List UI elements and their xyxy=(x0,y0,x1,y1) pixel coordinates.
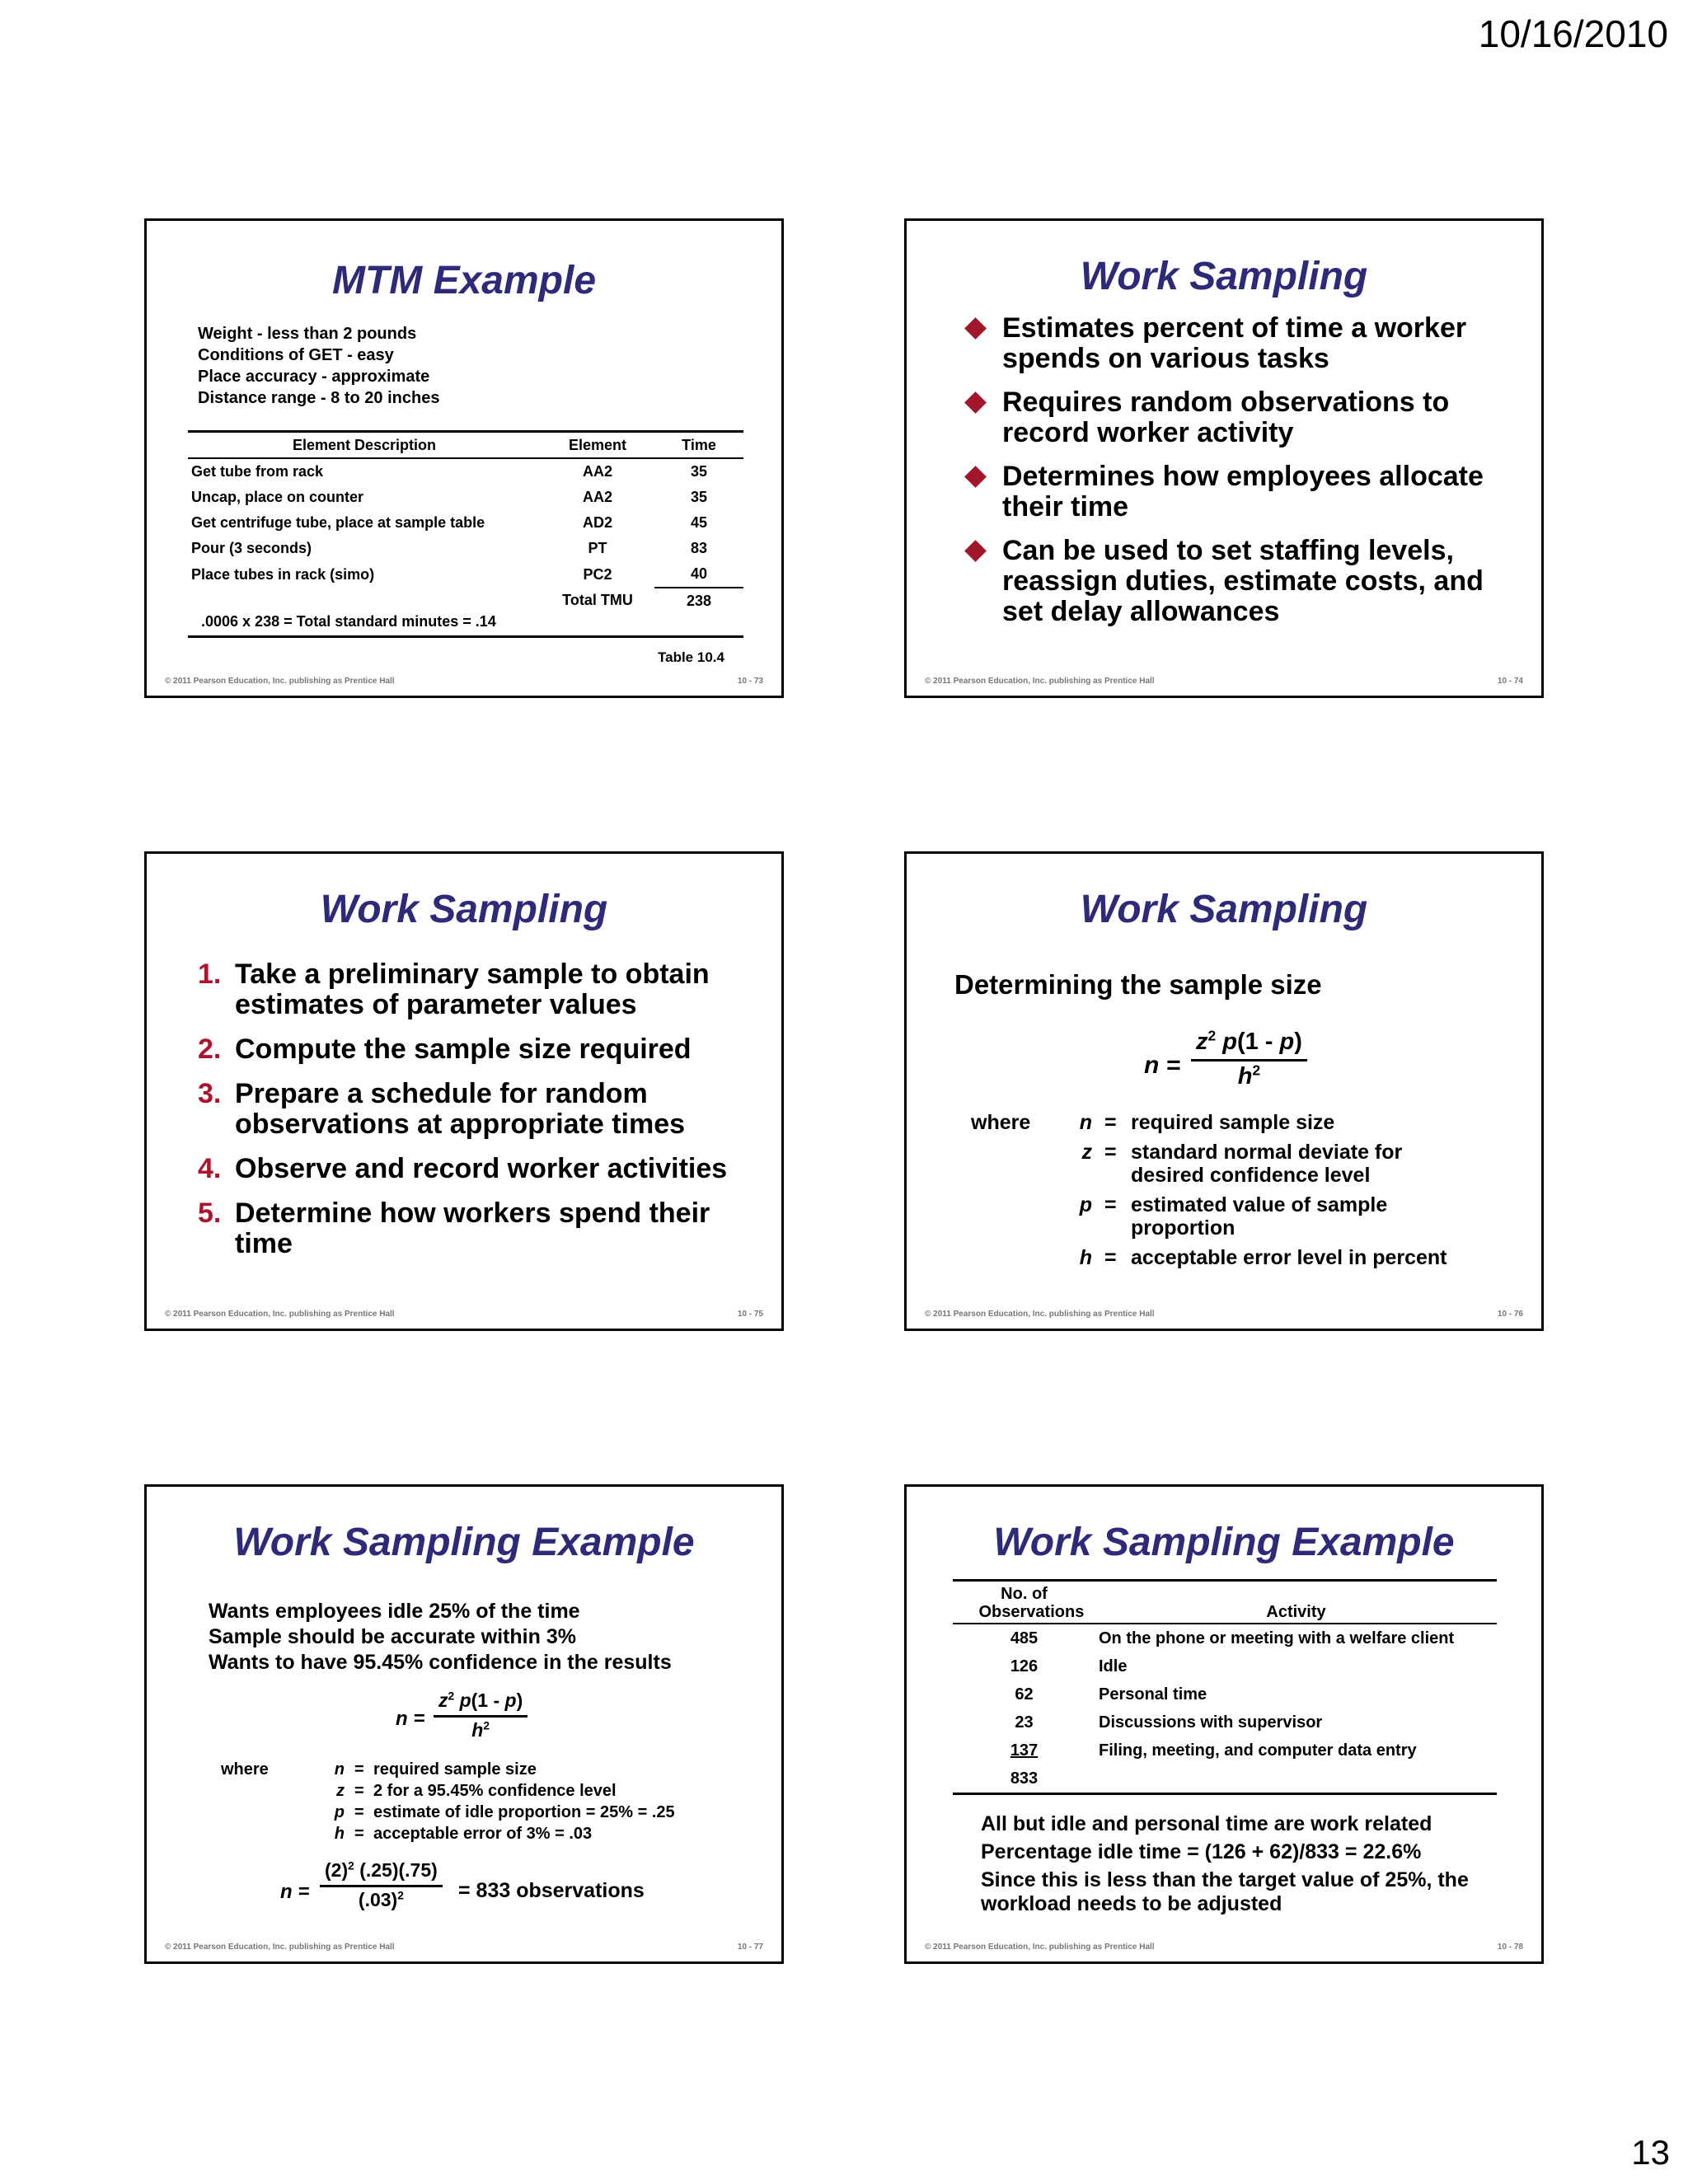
observations-table xyxy=(953,1579,1497,1795)
bullet-item: Requires random observations to record worker activity xyxy=(964,387,1525,448)
slide-page: 10 - 75 xyxy=(737,1310,763,1319)
cell: Pour (3 seconds) xyxy=(191,540,312,556)
total-value: 238 xyxy=(654,588,743,613)
slide-footer xyxy=(925,677,1523,686)
slide-footer xyxy=(165,1943,763,1952)
standard-minutes: .0006 x 238 = Total standard minutes = .14 xyxy=(201,613,496,630)
cell: 485 xyxy=(1010,1629,1039,1647)
cell: On the phone or meeting with a welfare client xyxy=(1099,1629,1455,1647)
slide-subtitle: Determining the sample size xyxy=(954,969,1322,1000)
column-header: Element Description xyxy=(188,432,541,459)
table-row xyxy=(953,1652,1497,1680)
slide-footer xyxy=(925,1310,1523,1319)
conclusions xyxy=(981,1810,1475,1916)
intro-line: Sample should be accurate within 3% xyxy=(209,1625,576,1648)
cell: Filing, meeting, and computer data entry xyxy=(1099,1741,1417,1760)
table-row xyxy=(188,458,743,485)
table-row xyxy=(188,510,743,536)
list-item: 5. Determine how workers spend their time xyxy=(198,1197,710,1259)
slide-title: MTM Example xyxy=(331,259,597,302)
table-caption: Table 10.4 xyxy=(658,649,724,665)
table-row xyxy=(188,561,743,588)
calc-result: = 833 observations xyxy=(458,1879,645,1902)
slide-title: Work Sampling Example xyxy=(993,1521,1455,1564)
example-intro xyxy=(209,1599,672,1675)
slide-page: 10 - 76 xyxy=(1497,1310,1523,1319)
cell: Uncap, place on counter xyxy=(191,489,364,505)
list-item: 4. Observe and record worker activities xyxy=(198,1153,728,1184)
diamond-bullet-icon xyxy=(964,391,987,414)
slide-page: 10 - 78 xyxy=(1497,1943,1523,1952)
conclusion-line: All but idle and personal time are work related xyxy=(981,1812,1432,1835)
cell xyxy=(1095,1765,1497,1794)
cell: PC2 xyxy=(583,565,612,583)
column-header: Time xyxy=(654,432,743,459)
cell: 40 xyxy=(690,565,708,582)
slide-work-sampling-example-1: Work Sampling Example Wants employees idle 25% of the time Sample should be accurate within 3% Wants to have 95.45% confidence in the results n = $\frac{z^2 p(1 - p)}{h^2}$ where n = required sample size z = 2 for a 95.45% confidence level p = estimate of idle proportion = 25% = .25 h = acceptable error of 3% = .03 n = $\frac{(2)^2 (.25)(.75)}{(.03)^2}$ = 833 observations © 2011 Pearson Education, Inc. publishing as Prentice Hall 10 - 77 xyxy=(144,1484,784,1964)
page-number: 13 xyxy=(1631,2133,1670,2172)
diamond-bullet-icon xyxy=(964,317,987,340)
slide-footer xyxy=(165,677,763,686)
list-item: 2. Compute the sample size required xyxy=(198,1033,692,1065)
table-row xyxy=(188,536,743,561)
column-header: Activity xyxy=(1095,1581,1497,1624)
cell: Place tubes in rack (simo) xyxy=(191,565,375,583)
condition-line: Place accuracy - approximate xyxy=(198,368,430,386)
cell: AA2 xyxy=(582,489,612,505)
table-row xyxy=(953,1680,1497,1708)
sample-size-formula: $\frac{z^2 p(1 - p)}{h^2}$ xyxy=(434,1690,528,1741)
slide-page: 10 - 74 xyxy=(1497,677,1523,686)
condition-line: Conditions of GET - easy xyxy=(198,346,394,364)
intro-line: Wants to have 95.45% confidence in the results xyxy=(209,1651,672,1674)
slide-work-sampling-example-2 xyxy=(904,1484,1544,1964)
where-label: where xyxy=(971,1111,1031,1134)
where-label: where xyxy=(221,1760,269,1779)
sample-size-formula: $\frac{z^2 p(1 - p)}{h^2}$ xyxy=(1191,1029,1307,1090)
slide-sample-size: Work Sampling Determining the sample size n = $\frac{z^2 p(1 - p)}{h^2}$ where n = required sample size z = standard normal deviate for desired confidence level p = estimated value of sample proportion h = acceptable error level in percent © 2011 Pearson Education, Inc. publishing as Prentice Hall 10 - 76 xyxy=(904,851,1544,1331)
slide-title: Work Sampling xyxy=(1080,255,1368,298)
calc-lhs: n = xyxy=(280,1881,310,1903)
cell: AA2 xyxy=(582,463,612,480)
diamond-bullet-icon xyxy=(964,466,987,488)
table-bottom-rule xyxy=(188,635,743,638)
cell: 35 xyxy=(690,489,708,505)
slide-footer xyxy=(165,1310,763,1319)
condition-line: Weight - less than 2 pounds xyxy=(198,325,417,343)
slide-work-sampling-steps xyxy=(144,851,784,1331)
cell: Get centrifuge tube, place at sample table xyxy=(191,514,485,531)
cell: 833 xyxy=(953,1765,1095,1794)
slide-page: 10 - 77 xyxy=(737,1943,763,1952)
mtm-table xyxy=(188,430,743,613)
page-date: 10/16/2010 xyxy=(1478,12,1668,55)
table-row xyxy=(953,1708,1497,1736)
cell: Discussions with supervisor xyxy=(1099,1713,1323,1732)
formula-lhs: n = xyxy=(1144,1052,1181,1079)
cell: Personal time xyxy=(1099,1685,1207,1704)
formula-lhs: n = xyxy=(396,1708,425,1730)
conditions-list xyxy=(198,323,439,409)
numbered-list xyxy=(198,959,767,1273)
conclusion-line: Percentage idle time = (126 + 62)/833 = 22.6% xyxy=(981,1840,1422,1863)
list-item: 1. Take a preliminary sample to obtain estimates of parameter values xyxy=(198,958,710,1020)
sample-size-calculation: $\frac{(2)^2 (.25)(.75)}{(.03)^2}$ xyxy=(320,1859,443,1911)
copyright: © 2011 Pearson Education, Inc. publishing as Prentice Hall xyxy=(165,1943,395,1952)
cell: Idle xyxy=(1099,1657,1128,1675)
bullet-item: Determines how employees allocate their time xyxy=(964,462,1525,523)
table-row xyxy=(188,485,743,510)
copyright: © 2011 Pearson Education, Inc. publishing as Prentice Hall xyxy=(925,1943,1155,1952)
total-row xyxy=(953,1765,1497,1794)
table-row xyxy=(953,1736,1497,1765)
conclusion-line: Since this is less than the target value of 25%, the workload needs to be adjusted xyxy=(981,1868,1469,1915)
slide-title: Work Sampling xyxy=(320,888,608,931)
table-row xyxy=(953,1624,1497,1652)
cell: 126 xyxy=(1010,1657,1039,1675)
slide-work-sampling-overview xyxy=(904,218,1544,698)
bullet-list xyxy=(964,313,1525,640)
cell: 45 xyxy=(690,514,708,531)
cell: 137 xyxy=(1010,1741,1039,1760)
cell: PT xyxy=(588,540,607,556)
total-label: Total TMU xyxy=(562,592,633,608)
diamond-bullet-icon xyxy=(964,540,987,562)
column-header: Element xyxy=(541,432,654,459)
copyright: © 2011 Pearson Education, Inc. publishing as Prentice Hall xyxy=(165,1310,395,1319)
cell: Get tube from rack xyxy=(191,463,324,480)
cell: 23 xyxy=(1015,1713,1034,1732)
intro-line: Wants employees idle 25% of the time xyxy=(209,1600,580,1623)
total-row xyxy=(188,588,743,613)
list-item: 3. Prepare a schedule for random observations at appropriate times xyxy=(198,1078,686,1140)
bullet-item: Can be used to set staffing levels, reassign duties, estimate costs, and set delay allowances xyxy=(964,536,1525,627)
slide-page: 10 - 73 xyxy=(737,677,763,686)
bullet-item: Estimates percent of time a worker spends on various tasks xyxy=(964,313,1525,374)
slide-title: Work Sampling Example xyxy=(233,1521,695,1564)
cell: 62 xyxy=(1015,1685,1034,1704)
column-header: No. of Observations xyxy=(953,1581,1095,1624)
slide-title: Work Sampling xyxy=(1080,888,1368,931)
copyright: © 2011 Pearson Education, Inc. publishing as Prentice Hall xyxy=(925,677,1155,686)
cell: AD2 xyxy=(582,514,612,531)
cell: 83 xyxy=(690,540,708,556)
slide-footer xyxy=(925,1943,1523,1952)
copyright: © 2011 Pearson Education, Inc. publishing as Prentice Hall xyxy=(925,1310,1155,1319)
copyright: © 2011 Pearson Education, Inc. publishing as Prentice Hall xyxy=(165,677,395,686)
cell: 35 xyxy=(690,463,708,480)
slide-mtm-example xyxy=(144,218,784,698)
condition-line: Distance range - 8 to 20 inches xyxy=(198,389,440,407)
